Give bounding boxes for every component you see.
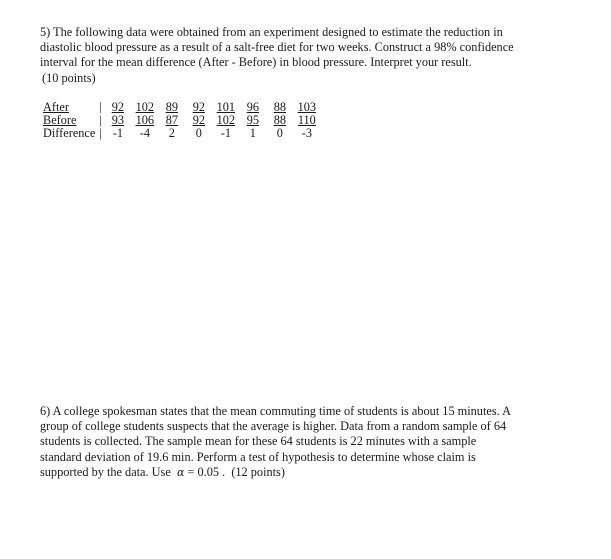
alpha-symbol: α [176, 465, 185, 479]
problem-6-line-2: group of college students suspects that the average is higher. Data from a random sample of 64 [40, 419, 507, 434]
blood-pressure-table [43, 101, 320, 140]
problem-6-line-4: standard deviation of 19.6 min. Perform a test of hypothesis to determine whose claim is [40, 449, 476, 464]
table-cell: -1 [220, 126, 231, 140]
problem-5-line-2: diastolic blood pressure as a result of a salt-free diet for two weeks. Construct a 98% confidence [40, 40, 514, 55]
table-cell: 2 [168, 126, 175, 140]
table-cell: 103 [297, 100, 317, 114]
table-cell: 0 [195, 126, 202, 140]
row-separator: | [99, 126, 102, 140]
table-cell: 0 [276, 126, 283, 140]
problem-6-line-3: students is collected. The sample mean for these 64 students is 22 minutes with a sample [40, 434, 477, 449]
problem-6-last-line-prefix: supported by the data. Use [40, 464, 171, 479]
table-cell: 106 [135, 113, 155, 127]
row-label-after: After [43, 100, 69, 114]
table-cell: 92 [192, 113, 205, 127]
row-separator: | [99, 100, 102, 114]
table-cell: 95 [246, 113, 259, 127]
table-cell: -1 [112, 126, 123, 140]
table-cell: 89 [165, 100, 178, 114]
table-cell: 102 [135, 100, 155, 114]
problem-5-line-1: 5) The following data were obtained from an experiment designed to estimate the reduction in [40, 25, 503, 39]
table-row-difference [43, 127, 320, 140]
table-cell: 88 [273, 100, 286, 114]
table-cell: 87 [165, 113, 178, 127]
table-cell: 1 [249, 126, 256, 140]
problem-5-points: (10 points) [42, 70, 96, 85]
problem-6-line-5 [40, 465, 580, 480]
table-cell: 92 [111, 100, 124, 114]
table-cell: 88 [273, 113, 286, 127]
row-separator: | [99, 113, 102, 127]
table-cell: -4 [139, 126, 150, 140]
table-cell: 92 [192, 100, 205, 114]
row-label-difference: Difference [43, 126, 96, 140]
problem-6-line-1: 6) A college spokesman states that the mean commuting time of students is about 15 minutes. A [40, 404, 511, 418]
alpha-value: = 0.05 . [184, 464, 226, 479]
table-cell: 102 [216, 113, 236, 127]
row-label-before: Before [43, 113, 77, 127]
table-cell: 96 [246, 100, 259, 114]
table-cell: 101 [216, 100, 236, 114]
problem-6-points: (12 points) [231, 464, 285, 479]
problem-6 [40, 404, 580, 480]
table-cell: 93 [111, 113, 124, 127]
problem-5 [40, 25, 580, 86]
problem-5-line-3: interval for the mean difference (After - Before) in blood pressure. Interpret your result. [40, 55, 472, 70]
table-cell: -3 [301, 126, 312, 140]
table-cell: 110 [297, 113, 316, 127]
